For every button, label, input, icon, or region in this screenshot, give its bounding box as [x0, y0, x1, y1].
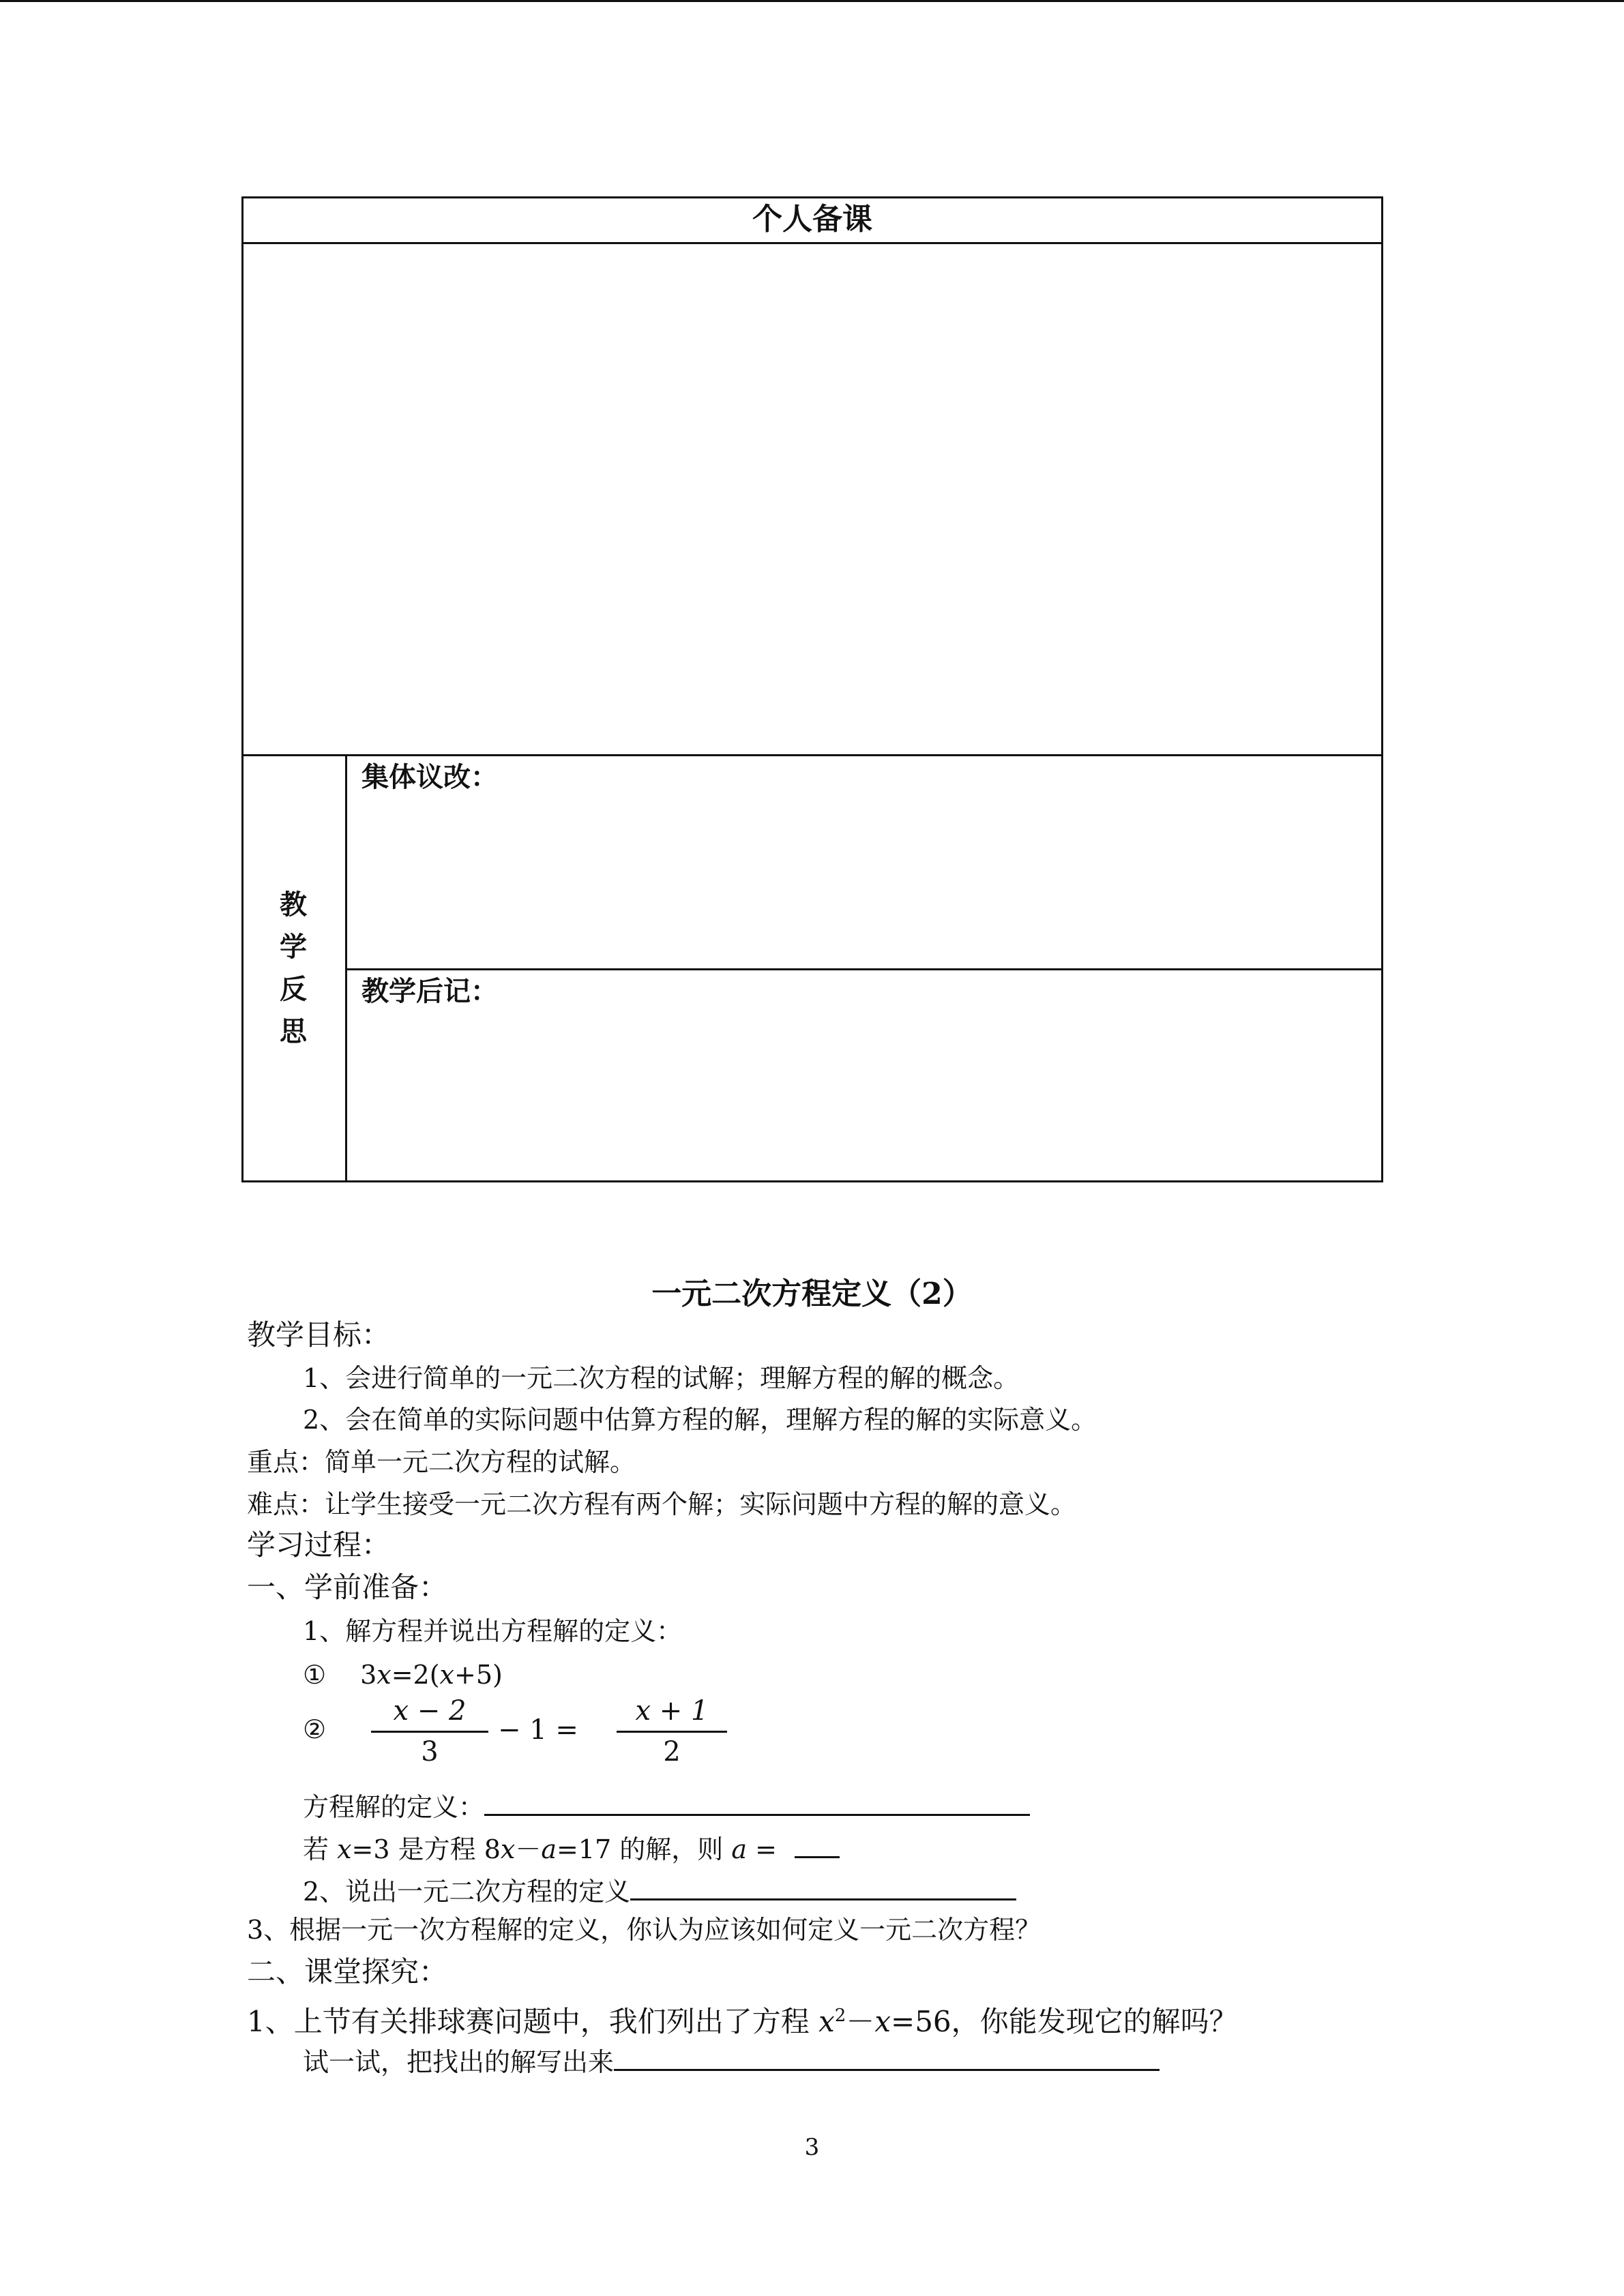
document-title: 一元二次方程定义（2） [651, 1277, 973, 1311]
quadratic-definition-blank[interactable] [630, 1868, 1016, 1900]
fraction-1-bar [371, 1731, 488, 1733]
prep-heading: 一、学前准备： [247, 1570, 448, 1604]
teaching-notes-label: 教学后记： [361, 975, 498, 1007]
try-prompt: 试一试，把找出的解写出来 [303, 2047, 615, 2077]
fraction-2-denominator: 2 [663, 1736, 681, 1768]
table-header: 个人备课 [752, 202, 872, 237]
goal-item: 2、会在简单的实际问题中估算方程的解，理解方程的解的实际意义。 [303, 1405, 1097, 1435]
fraction-1-denominator: 3 [421, 1736, 439, 1768]
equation-middle: − 1 = [498, 1714, 578, 1746]
task-2-line [303, 1868, 1016, 1911]
collective-revision-area[interactable] [349, 798, 1379, 967]
personal-prep-area[interactable] [243, 244, 1381, 754]
collective-revision-label: 集体议改： [361, 761, 498, 793]
solution-blank[interactable] [614, 2039, 1160, 2071]
explore-item-1: 1、上节有关排球赛问题中，我们列出了方程 $x^2-x=56$，你能发现它的解吗？ [247, 2005, 1238, 2038]
equation-1: ① 3x=2(x+5) [303, 1660, 503, 1690]
side-label-char: 思 [280, 1015, 307, 1047]
fraction-2-numerator: x + 1 [635, 1695, 709, 1727]
side-label-char: 反 [280, 973, 307, 1005]
task-3: 3、根据一元一次方程解的定义，你认为应该如何定义一元二次方程？ [247, 1915, 1042, 1945]
try-prompt-line [303, 2039, 1160, 2081]
equation-marker: ① [303, 1660, 327, 1690]
fraction-1-numerator: x − 2 [393, 1695, 467, 1727]
top-rule [0, 0, 1624, 2]
page-number: 3 [804, 2134, 820, 2161]
definition-prompt-line [303, 1784, 1030, 1826]
side-label-char: 学 [280, 931, 307, 963]
teaching-notes-area[interactable] [349, 1012, 1379, 1179]
goals-heading: 教学目标： [247, 1318, 391, 1352]
a-value-blank[interactable] [795, 1826, 840, 1858]
task-1: 1、解方程并说出方程解的定义： [303, 1616, 683, 1646]
definition-answer-blank[interactable] [484, 1784, 1030, 1816]
fraction-2-bar [617, 1731, 727, 1733]
task-2: 2、说出一元二次方程的定义 [303, 1877, 631, 1907]
definition-prompt: 方程解的定义： [303, 1792, 485, 1822]
equation-marker: ② [303, 1714, 327, 1744]
key-point: 重点：简单一元二次方程的试解。 [247, 1447, 636, 1477]
process-heading: 学习过程： [247, 1528, 391, 1562]
substitution-question: 若 x=3 是方程 8x－a=17 的解，则 a = [303, 1826, 840, 1868]
side-label-char: 教 [280, 889, 307, 921]
explore-heading: 二、课堂探究： [247, 1955, 448, 1988]
goal-item: 1、会进行简单的一元二次方程的试解；理解方程的解的概念。 [303, 1363, 1020, 1393]
difficulty: 难点：让学生接受一元二次方程有两个解；实际问题中方程的解的意义。 [247, 1489, 1077, 1519]
